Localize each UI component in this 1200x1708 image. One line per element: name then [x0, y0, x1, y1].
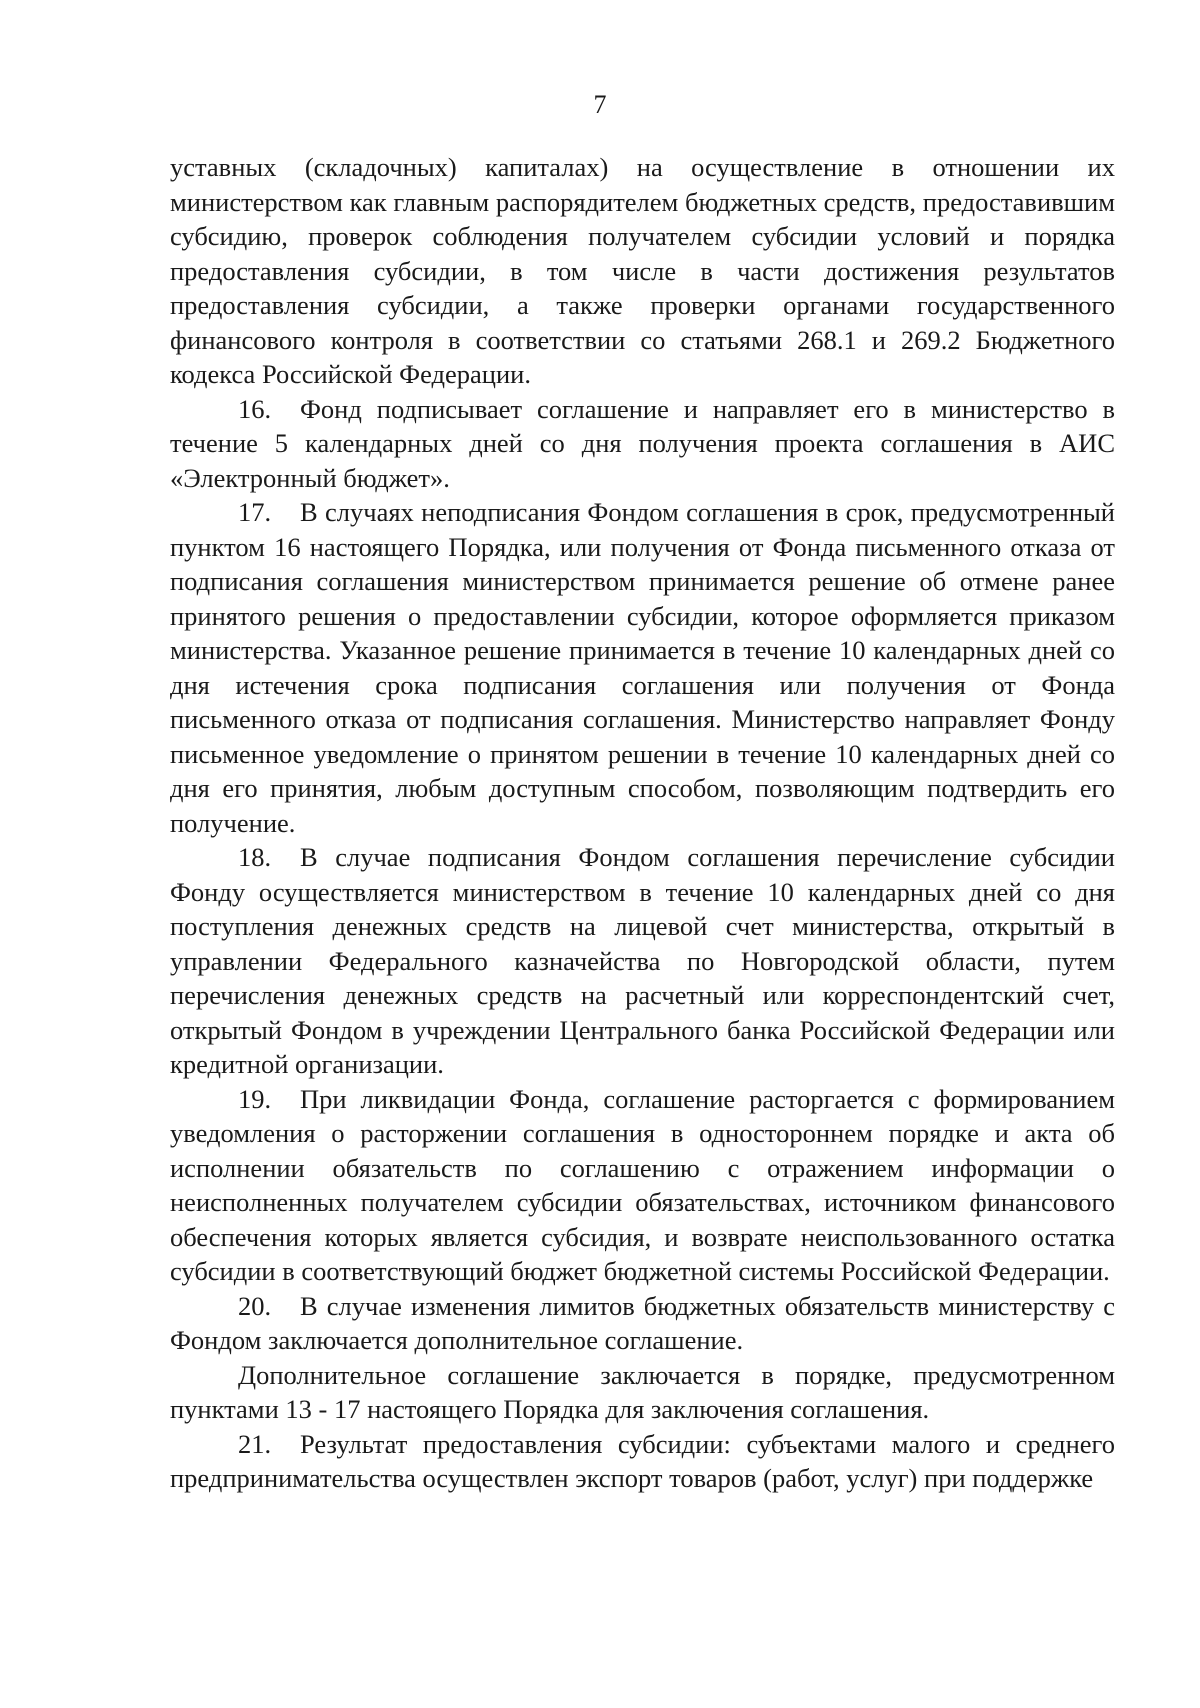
document-body — [170, 150, 1115, 1496]
paragraph-text: Фонд подписывает соглашение и направляет его в министерство в течение 5 календарных дней со дня получения проекта соглашения в АИС «Электронный бюджет». — [170, 393, 1115, 493]
page-number: 7 — [593, 90, 607, 119]
paragraph-19 — [170, 1082, 1115, 1289]
paragraph-number: 18. — [238, 842, 272, 872]
paragraph-18 — [170, 840, 1115, 1082]
paragraph-17 — [170, 495, 1115, 840]
paragraph-text: При ликвидации Фонда, соглашение расторгается с формированием уведомления о расторжении соглашения в одностороннем порядке и акта об исполнении обязательств по соглашению с отражением информации о неисполненных получателем субсидии обязательствах, источником финансового обеспечения которых является субсидия, и возврате неиспользованного остатка субсидии в соответствующий бюджет бюджетной системы Российской Федерации. — [170, 1083, 1115, 1286]
paragraph-text: уставных (складочных) капиталах) на осуществление в отношении их министерством как главным распорядителем бюджетных средств, предоставившим субсидию, проверок соблюдения получателем субсидии условий и порядка предоставления субсидии, в том числе в части достижения результатов предоставления субсидии, а также проверки органами государственного финансового контроля в соответствии со статьями 268.1 и 269.2 Бюджетного кодекса Российской Федерации. — [170, 152, 1115, 389]
paragraph-number: 16. — [238, 393, 272, 424]
paragraph-text: Дополнительное соглашение заключается в порядке, предусмотренном пунктами 13 - 17 настоящего Порядка для заключения соглашения. — [170, 1359, 1115, 1424]
paragraph-additional-agreement — [170, 1358, 1115, 1427]
paragraph-text: В случае подписания Фондом соглашения перечисление субсидии Фонду осуществляется министерством в течение 10 календарных дней со дня поступления денежных средств на лицевой счет министерства, открытый в управлении Федерального казначейства по Новгородской области, путем перечисления денежных средств на расчетный или корреспондентский счет, открытый Фондом в учреждении Центрального банка Российской Федерации или кредитной организации. — [170, 842, 1115, 1079]
paragraph-16 — [170, 392, 1115, 496]
paragraph-text: В случае изменения лимитов бюджетных обязательств министерству с Фондом заключается дополнительное соглашение. — [170, 1290, 1115, 1355]
paragraph-number: 19. — [238, 1083, 272, 1114]
paragraph-21 — [170, 1427, 1115, 1496]
paragraph-text: Результат предоставления субсидии: субъектами малого и среднего предпринимательства осуществлен экспорт товаров (работ, услуг) при поддержке — [170, 1428, 1115, 1493]
paragraph-number: 21. — [238, 1428, 272, 1459]
paragraph-text: В случаях неподписания Фондом соглашения в срок, предусмотренный пунктом 16 настоящего Порядка, или получения от Фонда письменного отказа от подписания соглашения министерством принимается решение об отмене ранее принятого решения о предоставлении субсидии, которое оформляется приказом министерства. Указанное решение принимается в течение 10 календарных дней со дня истечения срока подписания соглашения или получения от Фонда письменного отказа от подписания соглашения. Министерство направляет Фонду письменное уведомление о принятом решении в течение 10 календарных дней со дня его принятия, любым доступным способом, позволяющим подтвердить его получение. — [170, 497, 1115, 838]
paragraph-20 — [170, 1289, 1115, 1358]
paragraph-number: 20. — [238, 1290, 272, 1321]
paragraph-continuation — [170, 150, 1115, 392]
paragraph-number: 17. — [238, 497, 272, 527]
